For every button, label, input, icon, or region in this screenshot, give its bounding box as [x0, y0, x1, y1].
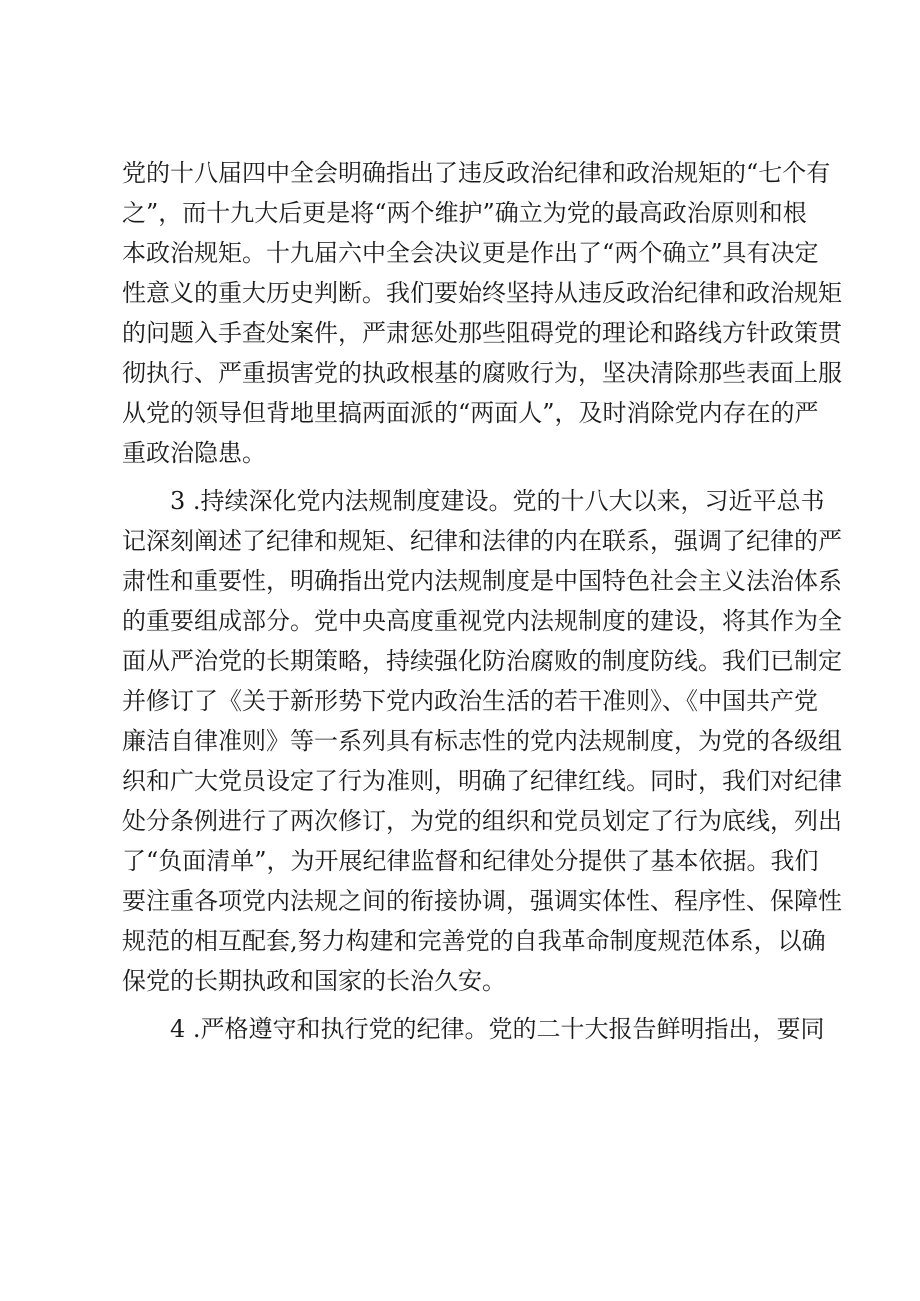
- text-line: 记深刻阐述了纪律和规矩、纪律和法律的内在联系，强调了纪律的严: [122, 527, 842, 555]
- text-line: 肃性和重要性，明确指出党内法规制度是中国特色社会主义法治体系: [122, 567, 842, 595]
- paragraph-section-4: [122, 1009, 825, 1049]
- paragraph-section-3: [122, 481, 842, 1001]
- paragraph-political-discipline: [122, 153, 842, 473]
- text-line: 廉洁自律准则》等一系列具有标志性的党内法规制度，为党的各级组: [122, 727, 842, 755]
- text-line: 处分条例进行了两次修订，为党的组织和党员划定了行为底线，列出: [122, 807, 842, 835]
- text-line: 重政治隐患。: [122, 439, 266, 467]
- text-line: 要注重各项党内法规之间的衔接协调，强调实体性、程序性、保障性: [122, 887, 842, 915]
- section-heading-line: 4 .严格遵守和执行党的纪律。党的二十大报告鲜明指出，要同: [170, 1015, 825, 1043]
- text-line: 的重要组成部分。党中央高度重视党内法规制度的建设，将其作为全: [122, 607, 842, 635]
- text-line: 面从严治党的长期策略，持续强化防治腐败的制度防线。我们已制定: [122, 647, 842, 675]
- text-line: 党的十八届四中全会明确指出了违反政治纪律和政治规矩的“七个有: [122, 159, 831, 187]
- document-body: [122, 153, 842, 1049]
- text-line: 本政治规矩。十九届六中全会决议更是作出了“两个确立”具有决定: [122, 239, 819, 267]
- text-line: 之”，而十九大后更是将“两个维护”确立为党的最高政治原则和根: [122, 199, 807, 227]
- text-line: 并修订了《关于新形势下党内政治生活的若干准则》、《中国共产党: [122, 687, 818, 715]
- text-line: 彻执行、严重损害党的执政根基的腐败行为，坚决清除那些表面上服: [122, 359, 842, 387]
- text-line: 规范的相互配套,努力构建和完善党的自我革命制度规范体系，以确: [122, 927, 826, 955]
- text-line: 保党的长期执政和国家的长治久安。: [122, 967, 506, 995]
- text-line: 织和广大党员设定了行为准则，明确了纪律红线。同时，我们对纪律: [122, 767, 842, 795]
- section-heading-line: 3 .持续深化党内法规制度建设。党的十八大以来，习近平总书: [170, 487, 825, 515]
- text-line: 性意义的重大历史判断。我们要始终坚持从违反政治纪律和政治规矩: [122, 279, 842, 307]
- text-line: 从党的领导但背地里搞两面派的“两面人”，及时消除党内存在的严: [122, 399, 819, 427]
- text-line: 的问题入手查处案件，严肃惩处那些阻碍党的理论和路线方针政策贯: [122, 319, 842, 347]
- text-line: 了“负面清单”，为开展纪律监督和纪律处分提供了基本依据。我们: [122, 847, 819, 875]
